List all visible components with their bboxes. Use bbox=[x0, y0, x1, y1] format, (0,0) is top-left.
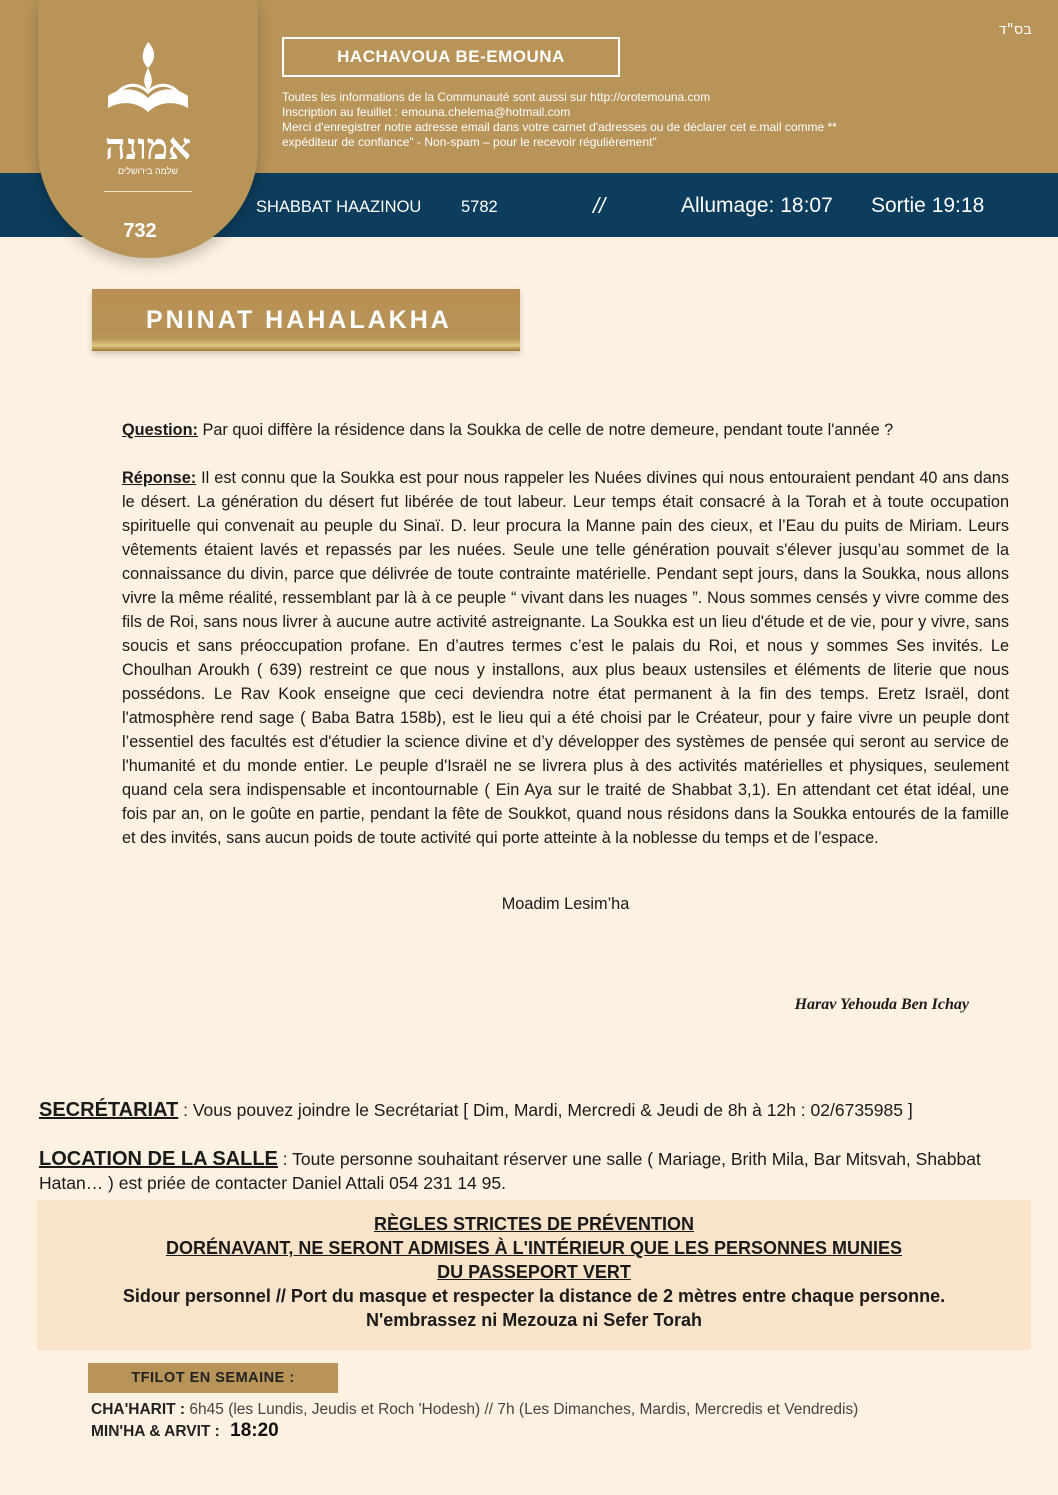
info-line: Merci d'enregistrer notre adresse email dans votre carnet d'adresses ou de déclarer cet e.mail comme ** bbox=[282, 120, 837, 134]
question-text: Par quoi diffère la résidence dans la Soukka de celle de notre demeure, pendant toute l'année ? bbox=[197, 421, 894, 439]
prevention-box bbox=[37, 1200, 1031, 1350]
answer-text: Il est connu que la Soukka est pour nous rappeler les Nuées divines qui nous entouraient pendant 40 ans dans le désert. La génération du désert fut libérée de tout labeur. Leur temps était consacré à la Torah et à toute occupation spirituelle qui convenait au peuple du Sinaï. D. leur procura la Manne pain des cieux, et l’Eau du puits de Miriam. Leurs vêtements étaient lavés et repassés par les nuées. Seule une telle génération pouvait s'élever jusqu’au sommet de la connaissance du divin, parce que délivrée de toute contrainte matérielle. Pendant sept jours, dans la Soukka, nous allons vivre la même réalité, ressemblant par là à ce peuple “ vivant dans les nuages ”. Nous sommes censés y vivre comme des fils de Roi, sans nous livrer à aucune autre activité astreignante. La Soukka est un lieu d'étude et de vie, pour y vivre, sans soucis et sans préoccupation profane. En d’autres termes c’est le palais du Roi, et nous y sommes Ses invités. Le Choulhan Aroukh ( 639) restreint ce que nous y installons, aux plus beaux ustensiles et éléments de literie que nous possédons. Le Rav Kook enseigne que ceci deviendra notre état permanent à la fin des temps. Eretz Israël, dont l'atmosphère rend sage ( Baba Batra 158b), est le lieu qui a été choisi par le Créateur, pour y faire vivre un peuple dont l’essentiel des facultés est d'étudier la science divine et d’y développer des systèmes de pensée qui seront au service de l'humanité et du monde entier. Le peuple d'Israël ne se livrera plus à des activités matérielles et physiques, seulement quand cela sera indispensable et incontournable ( Ein Aya sur le traité de Shabbat 3,1). En attendant cet état idéal, une fois par an, on le goûte en partie, pendant la fête de Soukkot, quand nous résidons dans la Soukka entourés de la famille et des invités, sans aucun poids de toute activité qui porte atteinte à la noblesse du temps et de l’espace. bbox=[122, 469, 1009, 847]
minha-time: 18:20 bbox=[230, 1420, 279, 1441]
shaharit-label: CHA'HARIT : bbox=[91, 1401, 186, 1418]
author-signature: Harav Yehouda Ben Ichay bbox=[794, 996, 969, 1013]
article-body bbox=[122, 418, 1009, 850]
logo-divider bbox=[104, 191, 192, 192]
shaharit-schedule: 6h45 (les Lundis, Jeudis et Roch 'Hodesh) // 7h (Les Dimanches, Mardis, Mercredis et Vendredis) bbox=[185, 1401, 859, 1418]
info-line: Toutes les informations de la Communauté sont aussi sur http://orotemouna.com bbox=[282, 90, 711, 104]
band-separator: // bbox=[593, 193, 606, 218]
prevention-rule: DU PASSEPORT VERT bbox=[437, 1262, 631, 1282]
answer-label: Réponse: bbox=[122, 469, 197, 487]
issue-number: 732 bbox=[123, 220, 157, 242]
secretariat-notice bbox=[39, 1098, 1029, 1122]
logo-badge bbox=[38, 0, 258, 258]
bsd-mark: בס"ד bbox=[998, 20, 1032, 38]
info-line: expéditeur de confiance" - Non-spam – pour le recevoir régulièrement" bbox=[282, 135, 657, 149]
secretariat-label: SECRÉTARIAT bbox=[39, 1099, 179, 1121]
logo-wordmark: אמונה bbox=[104, 126, 192, 168]
logo-subtitle: שלמה בירושלים bbox=[117, 166, 178, 176]
question-paragraph bbox=[122, 418, 1009, 442]
info-block bbox=[282, 90, 982, 150]
tfilot-title: TFILOT EN SEMAINE : bbox=[88, 1363, 338, 1393]
answer-paragraph bbox=[122, 466, 1009, 850]
prevention-instruction: N'embrassez ni Mezouza ni Sefer Torah bbox=[365, 1310, 703, 1330]
closing-greeting: Moadim Lesim’ha bbox=[501, 895, 630, 913]
question-label: Question: bbox=[122, 421, 198, 439]
newsletter-title: HACHAVOUA BE-EMOUNA bbox=[282, 37, 620, 77]
room-rental-label: LOCATION DE LA SALLE bbox=[39, 1148, 278, 1170]
book-flame-icon bbox=[100, 38, 196, 118]
section-title: PNINAT HAHALAKHA bbox=[92, 289, 520, 351]
secretariat-text: : Vous pouvez joindre le Secrétariat [ Dim, Mardi, Mercredi & Jeudi de 8h à 12h : 02/6735985 ] bbox=[178, 1100, 913, 1120]
hebrew-year: 5782 bbox=[461, 198, 498, 216]
minha-label: MIN'HA & ARVIT : bbox=[91, 1423, 220, 1440]
room-rental-notice bbox=[39, 1147, 1029, 1195]
shaharit-row bbox=[91, 1401, 858, 1419]
candle-lighting-time: Allumage: 18:07 bbox=[681, 194, 833, 217]
prevention-instruction: Sidour personnel // Port du masque et respecter la distance de 2 mètres entre chaque personne. bbox=[122, 1286, 946, 1306]
shabbat-end-time: Sortie 19:18 bbox=[871, 194, 985, 217]
minha-row bbox=[91, 1420, 279, 1442]
prevention-heading: RÈGLES STRICTES DE PRÉVENTION bbox=[373, 1214, 695, 1234]
info-line: Inscription au feuillet : emouna.chelema@hotmail.com bbox=[282, 105, 571, 119]
prevention-rule: DORÉNAVANT, NE SERONT ADMISES À L'INTÉRIEUR QUE LES PERSONNES MUNIES bbox=[165, 1238, 903, 1258]
room-rental-text: : Toute personne souhaitant réserver une salle ( Mariage, Brith Mila, Bar Mitsvah, Shabbat Hatan… ) est priée de contacter Daniel Attali 054 231 14 95. bbox=[39, 1149, 981, 1193]
shabbat-name: SHABBAT HAAZINOU bbox=[256, 198, 422, 216]
